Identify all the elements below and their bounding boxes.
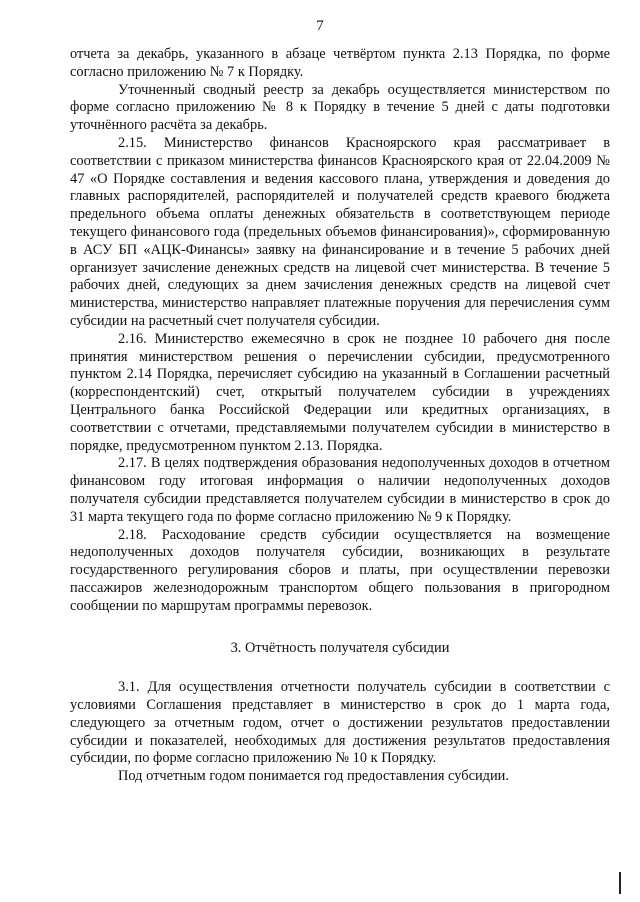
document-body xyxy=(70,46,610,786)
paragraph-continuation: отчета за декабрь, указанного в абзаце четвёртом пункта 2.13 Порядка, по форме согласно приложению № 7 к Порядку. xyxy=(70,46,610,80)
paragraph-2-15: 2.15. Министерство финансов Красноярского края рассматривает в соответствии с приказом министерства финансов Красноярского края от 22.04.2009 № 47 «О Порядке составления и ведения кассового плана, утверждения и доведения до главных распорядителей, распорядителей и получателей средств краевого бюджета предельного объема оплаты денежных обязательств в соответствующем периоде текущего финансового года (предельных объемов финансирования)», сформированную в АСУ БП «АЦК-Финансы» заявку на финансирование и в течение 5 рабочих дней организует зачисление денежных средств на лицевой счет министерства. В течение 5 рабочих дней, следующих за днем зачисления денежных средств на лицевой счет министерства, министерство направляет платежные поручения для перечисления сумм субсидии на расчетный счет получателя субсидии. xyxy=(70,134,610,329)
paragraph-revised-register: Уточненный сводный реестр за декабрь осуществляется министерством по форме согласно приложению № 8 к Порядку в течение 5 дней с даты подготовки уточнённого расчёта за декабрь. xyxy=(70,81,610,134)
paragraph-reporting-year: Под отчетным годом понимается год предоставления субсидии. xyxy=(118,768,509,785)
scan-edge-mark xyxy=(619,872,621,894)
paragraph-2-16: 2.16. Министерство ежемесячно в срок не позднее 10 рабочего дня после принятия министерством решения о перечислении субсидии, предусмотренного пунктом 2.14 Порядка, перечисляет субсидию на указанный в Соглашении расчетный (корреспондентский) счет, открытый получателем субсидии в учреждениях Центрального банка Российской Федерации или кредитных организациях, в соответствии с отчетами, представляемыми получателем субсидии в министерство в порядке, предусмотренном пунктом 2.13. Порядка. xyxy=(70,330,610,454)
page-number: 7 xyxy=(316,18,324,34)
paragraph-2-17: 2.17. В целях подтверждения образования недополученных доходов в отчетном финансовом году итоговая информация о наличии недополученных доходов получателя субсидии представляется получателем субсидии в министерство в срок до 31 марта текущего года по форме согласно приложению № 9 к Порядку. xyxy=(70,455,610,525)
paragraph-3-1: 3.1. Для осуществления отчетности получатель субсидии в соответствии с условиями Соглашения представляет в министерство в срок до 1 марта года, следующего за отчетным годом, отчет о достижении результатов предоставлении субсидии и показателей, необходимых для достижения результатов предоставления субсидии, по форме согласно приложению № 10 к Порядку. xyxy=(70,679,610,767)
paragraph-2-18: 2.18. Расходование средств субсидии осуществляется на возмещение недополученных доходов получателя субсидии, возникающих в результате государственного регулирования сборов и платы, при осуществлении перевозки пассажиров железнодорожным транспортом общего пользования в пригородном сообщении по маршрутам программы перевозок. xyxy=(70,526,610,614)
section-3-heading: 3. Отчётность получателя субсидии xyxy=(230,639,450,656)
